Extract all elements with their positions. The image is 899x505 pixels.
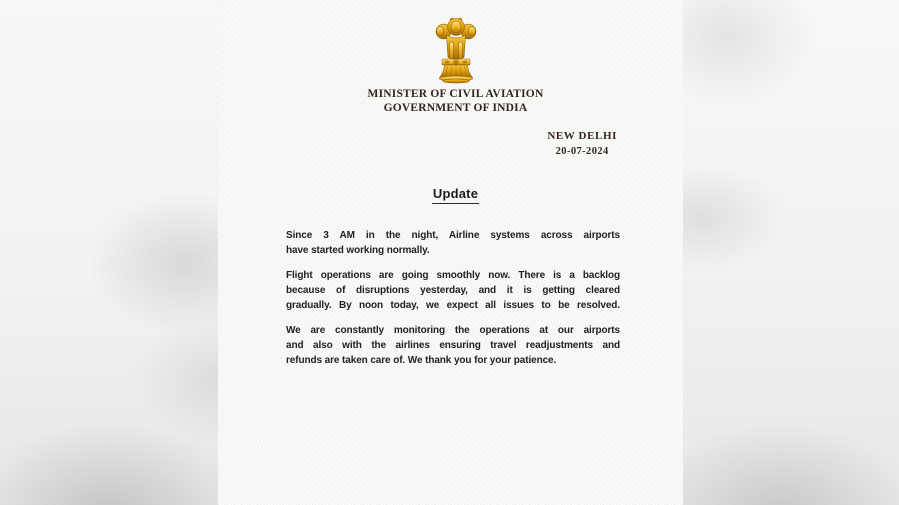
- notice-heading-row: [218, 185, 683, 204]
- paragraph-line: gradually. By noon today, we expect all issues to be resolved.: [286, 300, 620, 311]
- official-notice-document: [218, 0, 683, 505]
- government-name: GOVERNMENT OF INDIA: [383, 102, 528, 114]
- dateline: [547, 129, 617, 159]
- paragraph-line: and also with the airlines ensuring travel readjustments and: [286, 340, 620, 351]
- paragraph-1: [286, 228, 620, 258]
- paragraph-line: Since 3 AM in the night, Airline systems across airports: [286, 230, 620, 241]
- paragraph-3: [286, 323, 620, 368]
- place-label: NEW DELHI: [547, 130, 617, 142]
- ministry-name: MINISTER OF CIVIL AVIATION: [367, 88, 544, 100]
- paragraph-line: have started working normally.: [286, 245, 430, 256]
- blurred-backdrop-left: [0, 0, 218, 505]
- emblem-container: [218, 9, 683, 89]
- paragraph-line: Flight operations are going smoothly now. There is a backlog: [286, 270, 620, 281]
- paragraph-line: We are constantly monitoring the operations at our airports: [286, 325, 620, 336]
- paragraph-line: refunds are taken care of. We thank you for your patience.: [286, 355, 557, 366]
- paragraph-2: [286, 268, 620, 313]
- notice-heading: Update: [432, 186, 479, 204]
- ashoka-lion-capital-icon: [431, 9, 481, 84]
- blurred-backdrop-right: [683, 0, 899, 505]
- paragraph-line: because of disruptions yesterday, and it is getting cleared: [286, 285, 620, 296]
- letterhead: [218, 87, 683, 115]
- date-label: 20-07-2024: [555, 146, 609, 157]
